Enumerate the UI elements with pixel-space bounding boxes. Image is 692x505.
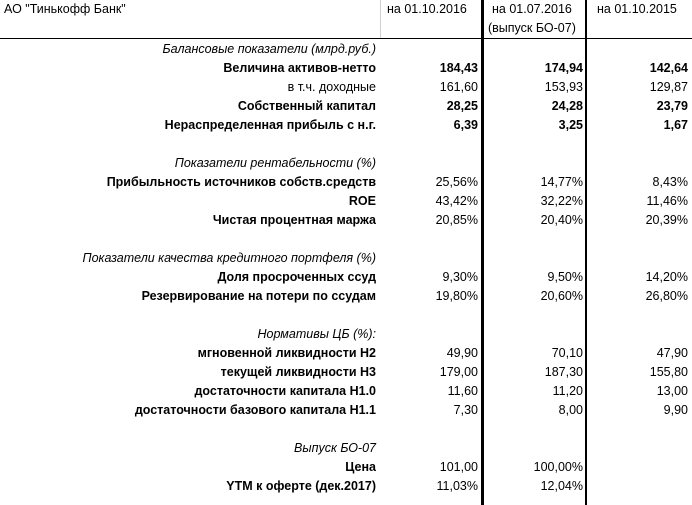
table-row bbox=[0, 78, 692, 97]
value-cell-col3: 155,80 bbox=[649, 365, 688, 379]
table-row bbox=[0, 268, 692, 287]
table-row bbox=[0, 249, 692, 268]
value-cell-col2 bbox=[485, 325, 583, 344]
value-cell-col3 bbox=[590, 439, 688, 458]
row-label: Цена bbox=[345, 460, 376, 474]
value-cell-col2: 9,50% bbox=[547, 270, 583, 284]
value-cell-col1 bbox=[380, 154, 478, 173]
table-row bbox=[0, 59, 692, 78]
value-cell-col3: 8,43% bbox=[652, 175, 688, 189]
row-label: Резервирование на потери по ссудам bbox=[141, 289, 376, 303]
value-cell-col3: 11,46% bbox=[646, 194, 688, 208]
value-cell-col1: 7,30 bbox=[453, 403, 478, 417]
value-cell-col1: 43,42% bbox=[435, 194, 478, 208]
row-label: текущей ликвидности Н3 bbox=[220, 365, 376, 379]
table-row bbox=[0, 40, 692, 59]
value-cell-col1: 49,90 bbox=[446, 346, 478, 360]
value-cell-col3: 26,80% bbox=[645, 289, 688, 303]
row-label bbox=[0, 306, 376, 325]
value-cell-col1: 28,25 bbox=[446, 99, 478, 113]
table-row bbox=[0, 192, 692, 211]
section-title: Выпуск БО-07 bbox=[294, 441, 376, 455]
value-cell-col2: 3,25 bbox=[558, 118, 583, 132]
value-cell-col2: 8,00 bbox=[558, 403, 583, 417]
value-cell-col3 bbox=[590, 249, 688, 268]
row-label: Величина активов-нетто bbox=[223, 61, 376, 75]
value-cell-col2: 187,30 bbox=[544, 365, 583, 379]
header-bank-name: АО "Тинькофф Банк" bbox=[4, 2, 126, 16]
value-cell-col3 bbox=[590, 458, 688, 477]
row-label bbox=[0, 230, 376, 249]
header-bottom-border bbox=[0, 38, 692, 39]
value-cell-col1: 179,00 bbox=[439, 365, 478, 379]
table-row bbox=[0, 173, 692, 192]
value-cell-col1: 20,85% bbox=[435, 213, 478, 227]
value-cell-col1: 25,56% bbox=[435, 175, 478, 189]
value-cell-col2: 24,28 bbox=[551, 99, 583, 113]
table-row bbox=[0, 287, 692, 306]
value-cell-col3: 142,64 bbox=[649, 61, 688, 75]
table-row bbox=[0, 116, 692, 135]
value-cell-col3 bbox=[590, 420, 688, 439]
section-title: Показатели рентабельности (%) bbox=[174, 156, 376, 170]
section-title: Балансовые показатели (млрд.руб.) bbox=[162, 42, 376, 56]
value-cell-col1 bbox=[380, 325, 478, 344]
table-row bbox=[0, 458, 692, 477]
table-row bbox=[0, 401, 692, 420]
row-label: Доля просроченных ссуд bbox=[217, 270, 376, 284]
row-label: Чистая процентная маржа bbox=[212, 213, 376, 227]
value-cell-col1: 161,60 bbox=[439, 80, 478, 94]
row-label: достаточности базового капитала Н1.1 bbox=[134, 403, 376, 417]
value-cell-col3: 14,20% bbox=[645, 270, 688, 284]
table-row bbox=[0, 135, 692, 154]
header-bank-cell bbox=[0, 0, 380, 38]
value-cell-col3 bbox=[590, 306, 688, 325]
table-row bbox=[0, 325, 692, 344]
value-cell-col1: 184,43 bbox=[439, 61, 478, 75]
value-cell-col3 bbox=[590, 230, 688, 249]
value-cell-col2 bbox=[485, 439, 583, 458]
value-cell-col1: 19,80% bbox=[435, 289, 478, 303]
value-cell-col2 bbox=[485, 135, 583, 154]
value-cell-col2: 32,22% bbox=[540, 194, 583, 208]
value-cell-col3: 23,79 bbox=[656, 99, 688, 113]
value-cell-col1 bbox=[380, 439, 478, 458]
row-label: достаточности капитала Н1.0 bbox=[194, 384, 376, 398]
value-cell-col2: 174,94 bbox=[544, 61, 583, 75]
table-row bbox=[0, 211, 692, 230]
value-cell-col3: 13,00 bbox=[656, 384, 688, 398]
header-col1: на 01.10.2016 bbox=[387, 2, 467, 16]
header-col2-date: на 01.07.2016 bbox=[492, 2, 572, 16]
value-cell-col3: 47,90 bbox=[656, 346, 688, 360]
row-label: Прибыльность источников собств.средств bbox=[106, 175, 376, 189]
header-col3: на 01.10.2015 bbox=[597, 2, 677, 16]
value-cell-col3 bbox=[590, 154, 688, 173]
value-cell-col2: 153,93 bbox=[544, 80, 583, 94]
value-cell-col1: 6,39 bbox=[453, 118, 478, 132]
value-cell-col1: 11,60 bbox=[447, 384, 478, 398]
value-cell-col2 bbox=[485, 154, 583, 173]
header-grid-divider bbox=[380, 0, 381, 38]
value-cell-col3: 129,87 bbox=[649, 80, 688, 94]
value-cell-col3 bbox=[590, 135, 688, 154]
table-row bbox=[0, 439, 692, 458]
value-cell-col3: 9,90 bbox=[663, 403, 688, 417]
value-cell-col3 bbox=[590, 40, 688, 59]
row-label: Нераспределенная прибыль с н.г. bbox=[164, 118, 376, 132]
value-cell-col2 bbox=[485, 306, 583, 325]
table-row bbox=[0, 420, 692, 439]
row-label bbox=[0, 420, 376, 439]
value-cell-col3 bbox=[590, 477, 688, 496]
table-row bbox=[0, 154, 692, 173]
table-row bbox=[0, 363, 692, 382]
value-cell-col2: 11,20 bbox=[552, 384, 583, 398]
row-label: мгновенной ликвидности Н2 bbox=[197, 346, 376, 360]
row-label: ROE bbox=[348, 194, 376, 208]
value-cell-col2: 70,10 bbox=[551, 346, 583, 360]
value-cell-col2: 14,77% bbox=[540, 175, 583, 189]
header-col2-issue: (выпуск БО-07) bbox=[488, 21, 576, 35]
value-cell-col1: 9,30% bbox=[442, 270, 478, 284]
row-label: YTM к оферте (дек.2017) bbox=[226, 479, 376, 493]
value-cell-col1 bbox=[380, 40, 478, 59]
value-cell-col3 bbox=[590, 325, 688, 344]
section-title: Показатели качества кредитного портфеля (%) bbox=[82, 251, 376, 265]
value-cell-col2 bbox=[485, 230, 583, 249]
value-cell-col2: 20,60% bbox=[540, 289, 583, 303]
value-cell-col2: 100,00% bbox=[533, 460, 583, 474]
row-label bbox=[0, 135, 376, 154]
value-cell-col1 bbox=[380, 135, 478, 154]
value-cell-col2 bbox=[485, 249, 583, 268]
table-row bbox=[0, 230, 692, 249]
value-cell-col1: 11,03% bbox=[436, 479, 478, 493]
table-row bbox=[0, 97, 692, 116]
value-cell-col2 bbox=[485, 40, 583, 59]
row-label: Собственный капитал bbox=[237, 99, 376, 113]
value-cell-col2: 20,40% bbox=[540, 213, 583, 227]
value-cell-col1 bbox=[380, 306, 478, 325]
value-cell-col1 bbox=[380, 420, 478, 439]
table-row bbox=[0, 344, 692, 363]
value-cell-col1 bbox=[380, 230, 478, 249]
value-cell-col1: 101,00 bbox=[439, 460, 478, 474]
value-cell-col2 bbox=[485, 420, 583, 439]
table-row bbox=[0, 477, 692, 496]
value-cell-col2: 12,04% bbox=[540, 479, 583, 493]
table-row bbox=[0, 382, 692, 401]
section-title: Нормативы ЦБ (%): bbox=[257, 327, 376, 341]
row-label: в т.ч. доходные bbox=[287, 80, 376, 94]
table-row bbox=[0, 306, 692, 325]
value-cell-col3: 1,67 bbox=[663, 118, 688, 132]
value-cell-col3: 20,39% bbox=[645, 213, 688, 227]
value-cell-col1 bbox=[380, 249, 478, 268]
